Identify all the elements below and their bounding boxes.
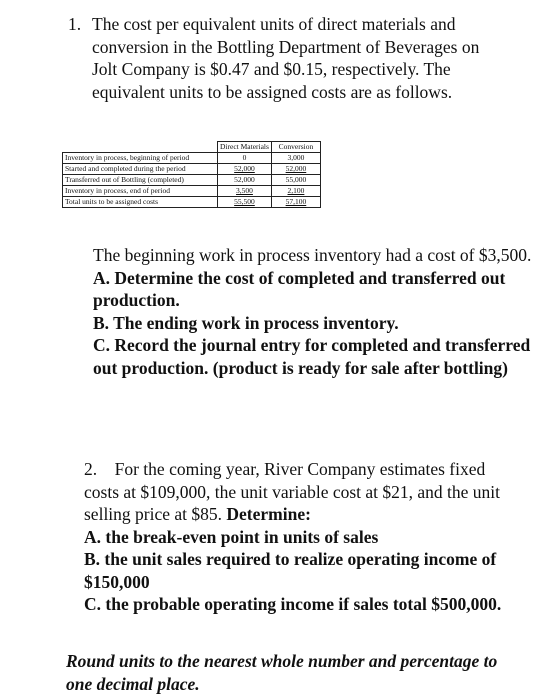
question-1-number: 1.: [68, 14, 82, 34]
table-header-direct-materials: Direct Materials: [218, 142, 272, 153]
equivalent-units-table: [62, 141, 321, 208]
conversion-value: 57,100: [285, 197, 307, 206]
question-2: [84, 458, 524, 616]
row-label: Inventory in process, beginning of period: [63, 153, 218, 164]
question-2-number: 2.: [84, 459, 98, 479]
table-header-conversion: Conversion: [271, 142, 320, 153]
question-2-part-c: C. the probable operating income if sales total $500,000.: [84, 594, 502, 614]
table-header-row: [63, 142, 321, 153]
row-label: Transferred out of Bottling (completed): [63, 175, 218, 186]
conversion-value: 55,000: [271, 175, 320, 186]
row-label: Started and completed during the period: [63, 164, 218, 175]
question-1-intro: The beginning work in process inventory had a cost of $3,500.: [93, 245, 532, 265]
question-1-part-c: C. Record the journal entry for completed and transferred out production. (product is ready for sale after bottling): [93, 335, 531, 378]
question-2-text: For the coming year, River Company estimates fixed costs at $109,000, the unit variable cost at $21, and the unit selling price at $85.: [84, 459, 501, 524]
table-row: [63, 186, 321, 197]
table-row: [63, 175, 321, 186]
question-1-part-b: B. The ending work in process inventory.: [93, 312, 399, 333]
question-2-part-a: A. the break-even point in units of sales: [84, 526, 379, 547]
rounding-note: Round units to the nearest whole number and percentage to one decimal place.: [66, 651, 498, 694]
table-row: [63, 153, 321, 164]
dm-value: 55,500: [234, 197, 255, 206]
row-label: Total units to be assigned costs: [63, 197, 218, 208]
question-1-text: The cost per equivalent units of direct materials and conversion in the Bottling Department of Beverages on Jolt Company is $0.47 and $0.15, respectively. The equivalent units to be assigned costs are as follows.: [92, 14, 480, 102]
conversion-value: 52,000: [285, 164, 307, 173]
table-header-blank: [63, 142, 218, 153]
question-1-part-a: A. Determine the cost of completed and transferred out production.: [93, 267, 506, 310]
conversion-value: 3,000: [271, 153, 320, 164]
question-1: [68, 13, 508, 103]
question-2-determine: Determine:: [226, 504, 311, 524]
dm-value: 52,000: [218, 175, 272, 186]
question-1-parts: [93, 244, 533, 379]
conversion-value: 2,100: [287, 186, 305, 195]
question-2-part-b: B. the unit sales required to realize operating income of $150,000: [84, 549, 497, 592]
row-label: Inventory in process, end of period: [63, 186, 218, 197]
dm-value: 0: [218, 153, 272, 164]
table-row: [63, 164, 321, 175]
dm-value: 52,000: [234, 164, 255, 173]
table-row: [63, 197, 321, 208]
dm-value: 3,500: [236, 186, 253, 195]
